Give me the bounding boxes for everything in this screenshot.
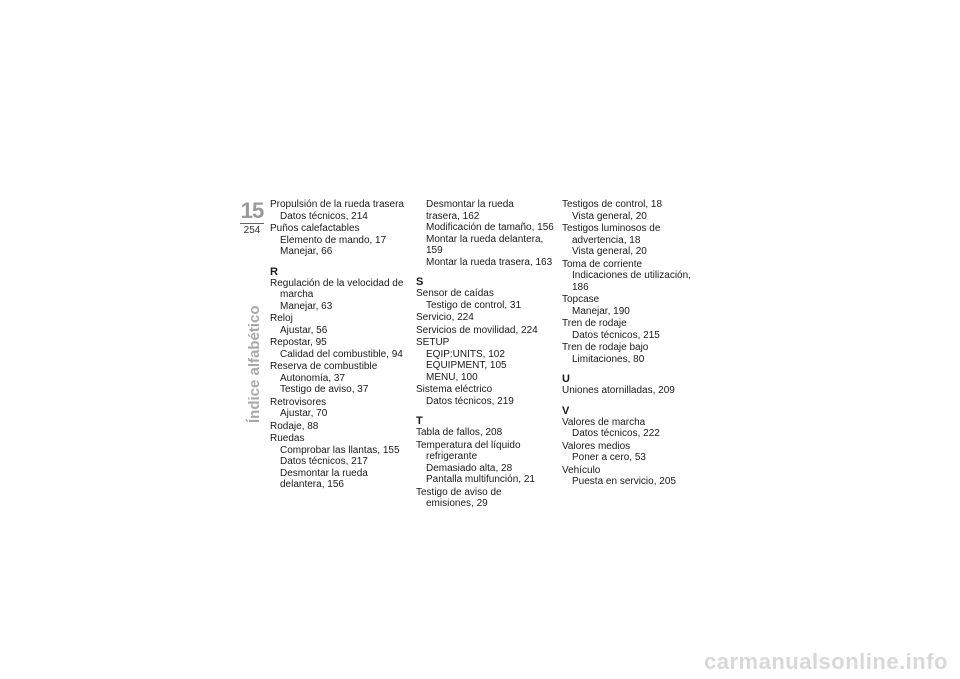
index-subentry: Manejar, 63 [280,300,333,312]
watermark: carmanualsonline.info [704,649,948,674]
index-term: Tabla de fallos, 208 [416,427,503,438]
index-term-continuation: marcha [280,289,314,300]
index-term: Regulación de la velocidad de [270,277,404,289]
index-subentry: Pantalla multifunción, 21 [426,474,535,485]
index-subentry: Desmontar la rueda [426,199,514,210]
index-entry [562,259,702,294]
index-subentry: Ajustar, 70 [280,408,328,419]
index-term: Toma de corriente [562,258,643,270]
index-letter: T [416,415,423,427]
index-entry [270,337,410,360]
index-subentry: Ajustar, 56 [280,324,328,336]
index-subentry: Puesta en servicio, 205 [572,476,676,487]
chapter-tab [240,199,264,237]
index-entry [562,385,702,397]
index-term: Tren de rodaje bajo [562,342,649,353]
index-entry [270,433,410,491]
index-entry [416,440,556,486]
index-subentry: Datos técnicos, 215 [572,329,660,341]
index-entry [562,342,702,365]
index-term: Retrovisores [270,396,327,408]
index-subentry: Modificación de tamaño, 156 [426,222,554,233]
index-entry [416,487,556,510]
index-entry [416,427,556,439]
index-term: Reserva de combustible [270,361,378,372]
index-term: Valores de marcha [562,416,646,428]
index-entry [270,397,410,420]
index-subentry: Autonomía, 37 [280,372,346,384]
index-subentry: Vista general, 20 [572,246,647,257]
index-subentry: Datos técnicos, 219 [426,395,514,407]
index-entry [562,441,702,464]
index-entry [416,384,556,407]
index-subentry: Testigo de control, 31 [426,299,522,311]
index-subentry: Limitaciones, 80 [572,353,645,365]
index-subentry: Datos técnicos, 214 [280,210,368,222]
index-column-1 [270,199,410,492]
index-subentry: Calidad del combustible, 94 [280,348,403,360]
index-term: Servicio, 224 [416,312,474,323]
index-term: Testigo de aviso de [416,486,502,498]
index-subentry: MENU, 100 [426,371,478,383]
index-letter: U [562,373,570,385]
index-term: Temperatura del líquido [416,439,521,451]
index-entry [270,421,410,433]
index-letter: R [270,265,278,278]
index-term: Sistema eléctrico [416,384,493,395]
index-subentry: Montar la rueda trasera, 163 [426,256,553,268]
section-title: Índice alfabético [246,305,263,423]
index-term: Testigos luminosos de [562,223,661,234]
index-entry [562,318,702,341]
index-term: Uniones atornilladas, 209 [562,385,675,396]
index-entry [270,361,410,396]
index-subentry: Montar la rueda delantera, 159 [426,233,544,256]
index-entry [416,199,556,268]
index-entry [562,294,702,317]
index-term: Sensor de caídas [416,288,494,299]
index-subentry: trasera, 162 [426,210,480,222]
index-subentry: Comprobar las llantas, 155 [280,444,400,456]
index-term-continuation: refrigerante [426,451,478,462]
index-term-continuation: advertencia, 18 [572,234,641,246]
index-term: Valores medios [562,440,631,452]
index-subentry: EQUIPMENT, 105 [426,360,507,371]
index-entry [562,417,702,440]
index-entry [562,465,702,488]
index-entry [270,278,410,313]
index-subentry: Datos técnicos, 217 [280,456,368,467]
index-subentry: Vista general, 20 [572,210,647,222]
index-letter: S [416,276,424,288]
index-subentry: Testigo de aviso, 37 [280,384,369,395]
index-subentry: delantera, 156 [280,479,344,490]
index-term: Reloj [270,313,293,324]
index-term: Tren de rodaje [562,318,627,329]
index-column-2 [416,199,556,511]
index-subentry: Manejar, 190 [572,305,630,317]
index-entry [416,288,556,311]
index-term: SETUP [416,337,450,348]
index-entry [416,312,556,324]
index-entry [270,199,410,222]
page-number: 254 [240,223,264,237]
index-letter: V [562,404,570,417]
index-subentry: Datos técnicos, 222 [572,428,660,439]
index-term-continuation: emisiones, 29 [426,498,488,509]
index-subentry: Indicaciones de utilización, 186 [572,270,691,293]
index-subentry: Poner a cero, 53 [572,452,646,463]
index-term: Propulsión de la rueda trasera [270,199,404,210]
index-term: Testigos de control, 18 [562,199,663,210]
index-column-3 [562,199,702,489]
index-term: Topcase [562,294,600,305]
chapter-number: 15 [240,198,264,223]
index-subentry: Elemento de mando, 17 [280,234,387,246]
index-term: Rodaje, 88 [270,420,319,432]
index-term: Vehículo [562,464,601,476]
index-subentry: Demasiado alta, 28 [426,462,513,474]
index-entry [562,199,702,222]
index-term: Puños calefactables [270,223,360,234]
index-subentry: Manejar, 66 [280,246,333,257]
index-entry [270,313,410,336]
index-subentry: EQIP:UNITS, 102 [426,348,505,360]
index-term: Repostar, 95 [270,337,327,348]
index-subentry: Desmontar la rueda [280,467,368,479]
index-entry [416,325,556,337]
index-entry [562,223,702,258]
index-term: Servicios de movilidad, 224 [416,324,538,336]
index-entry [270,223,410,258]
index-entry [416,337,556,383]
index-term: Ruedas [270,433,305,444]
